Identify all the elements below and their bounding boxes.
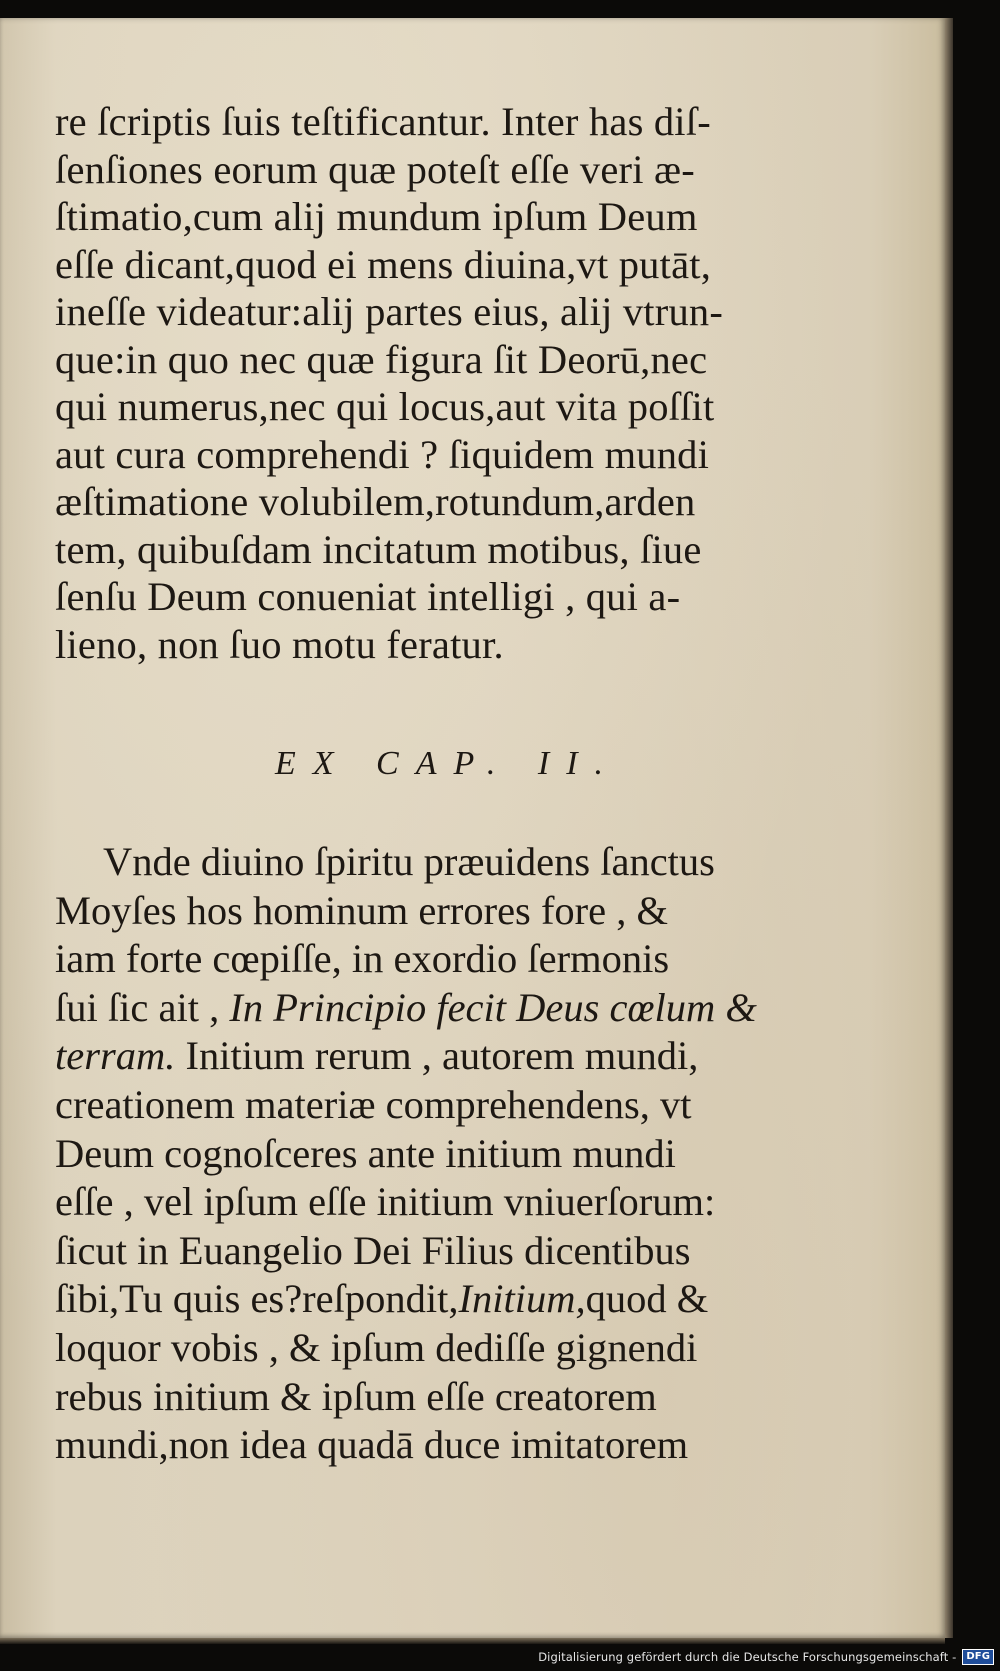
text-span: quod & [585, 1276, 709, 1322]
chapter-heading: EX CAP. II. [275, 745, 621, 782]
text-line: lieno, non ſuo motu feratur. [55, 621, 504, 667]
text-line: ſenſiones eorum quæ poteſt eſſe veri æ- [55, 146, 695, 192]
italic-quote: terram. [55, 1033, 176, 1079]
page-bottom-shadow [0, 1638, 945, 1644]
text-span: ſibi,Tu quis es?reſpondit, [55, 1276, 459, 1322]
text-line: ineſſe videatur:alij partes eius, alij vtrun- [55, 289, 724, 334]
text-line: Vnde diuino ſpiritu præuidens ſanctus [103, 839, 715, 884]
text-line: ſenſu Deum conueniat intelligi , qui a- [55, 574, 681, 619]
paragraph-1 [55, 98, 785, 668]
page-edge [945, 18, 953, 1638]
text-line: Deum cognoſceres ante initium mundi [55, 1130, 676, 1176]
text-line: eſſe dicant,quod ei mens diuina,vt putāt, [55, 241, 712, 287]
text-line: qui numerus,nec qui locus,aut vita poſſit [55, 384, 715, 429]
text-line: tem, quibuſdam incitatum motibus, ſiue [55, 526, 702, 572]
text-line: ſicut in Euangelio Dei Filius dicentibus [55, 1227, 691, 1273]
italic-word: Initium, [458, 1276, 586, 1322]
dfg-logo-icon: DFG [962, 1649, 994, 1665]
funding-footer [538, 1647, 994, 1667]
funding-text: Digitalisierung gefördert durch die Deutsche Forschungsgemeinschaft - [538, 1650, 957, 1664]
text-line: æſtimatione volubilem,rotundum,arden [55, 479, 696, 524]
italic-quote: In Principio fecit Deus cœlum & [229, 984, 757, 1030]
text-line: re ſcriptis ſuis teſtificantur. Inter has diſ- [55, 99, 711, 144]
text-line: mundi,non idea quadā duce imitatorem [55, 1422, 689, 1468]
text-line [55, 1275, 795, 1324]
text-line: Moyſes hos hominum errores fore , & [55, 887, 669, 933]
text-line [55, 1032, 795, 1081]
paragraph-2 [55, 838, 795, 1470]
text-line: eſſe , vel ipſum eſſe initium vniuerſorum: [55, 1179, 716, 1225]
text-line: loquor vobis , & ipſum dediſſe gignendi [55, 1324, 698, 1370]
text-line: que:in quo nec quæ figura ſit Deorū,nec [55, 336, 708, 382]
text-line [55, 984, 795, 1033]
text-line: rebus initium & ipſum eſſe creatorem [55, 1373, 657, 1419]
text-line: ſtimatio,cum alij mundum ipſum Deum [55, 194, 698, 239]
text-line: creationem materiæ comprehendens, vt [55, 1081, 692, 1127]
text-span: ſui ſic ait , [55, 984, 230, 1030]
text-span: Initium rerum , autorem mundi, [175, 1033, 699, 1079]
text-line: aut cura comprehendi ? ſiquidem mundi [55, 431, 710, 477]
text-line: iam forte cœpiſſe, in exordio ſermonis [55, 936, 670, 982]
